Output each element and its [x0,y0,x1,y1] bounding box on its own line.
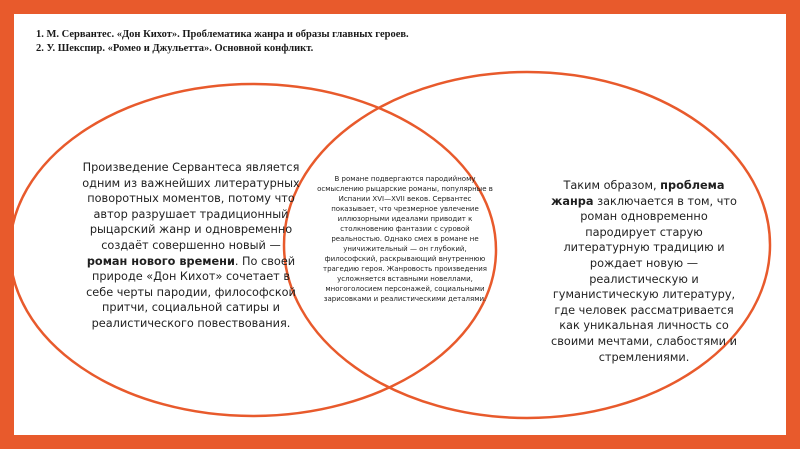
left-text-part-1: Произведение Сервантеса является одним из важнейших литературных поворотных моментов, потому что автор разрушает традиционный рыцарский жанр и одновременно создаёт совершенно новый — [82,161,300,252]
right-text-part-1: Таким образом, [563,179,661,192]
header-line-2: 2. У. Шекспир. «Ромео и Джульетта». Основной конфликт. [36,43,314,54]
right-text-bold: проблема жанра [551,179,725,208]
header-line-1: 1. М. Сервантес. «Дон Кихот». Проблематика жанра и образы главных героев. [36,29,409,40]
left-text-bold: роман нового времени [86,254,235,268]
right-text-part-2: заключается в том, что роман одновременно пародирует старую литературную традицию и рождает новую — реалистическую и гуманистическую литературу, где человек рассматривается как уникальная личность со своими мечтами, слабостями и стремлениями. [551,194,737,364]
left-circle-text [82,160,300,332]
right-circle-text [544,178,744,365]
intersection-text: В романе подвергаются пародийному осмыслению рыцарские романы, популярные в Испании XVI—XVII веков. Сервантес показывает, что чрезмерное увлечение иллюзорными идеалами приводит к столкновению фантазии с суровой реальностью. Однако смех в романе не уничижительный — он глубокий, философский, раскрывающий внутреннюю трагедию героя. Жанровость произведения усложняется вставными новеллами, многоголосием персонажей, социальными зарисовками и реалистическими деталями. [317,175,493,303]
left-text-part-2: . По своей природе «Дон Кихот» сочетает в себе черты пародии, философской притчи, социальной сатиры и реалистического повествования. [86,254,296,330]
